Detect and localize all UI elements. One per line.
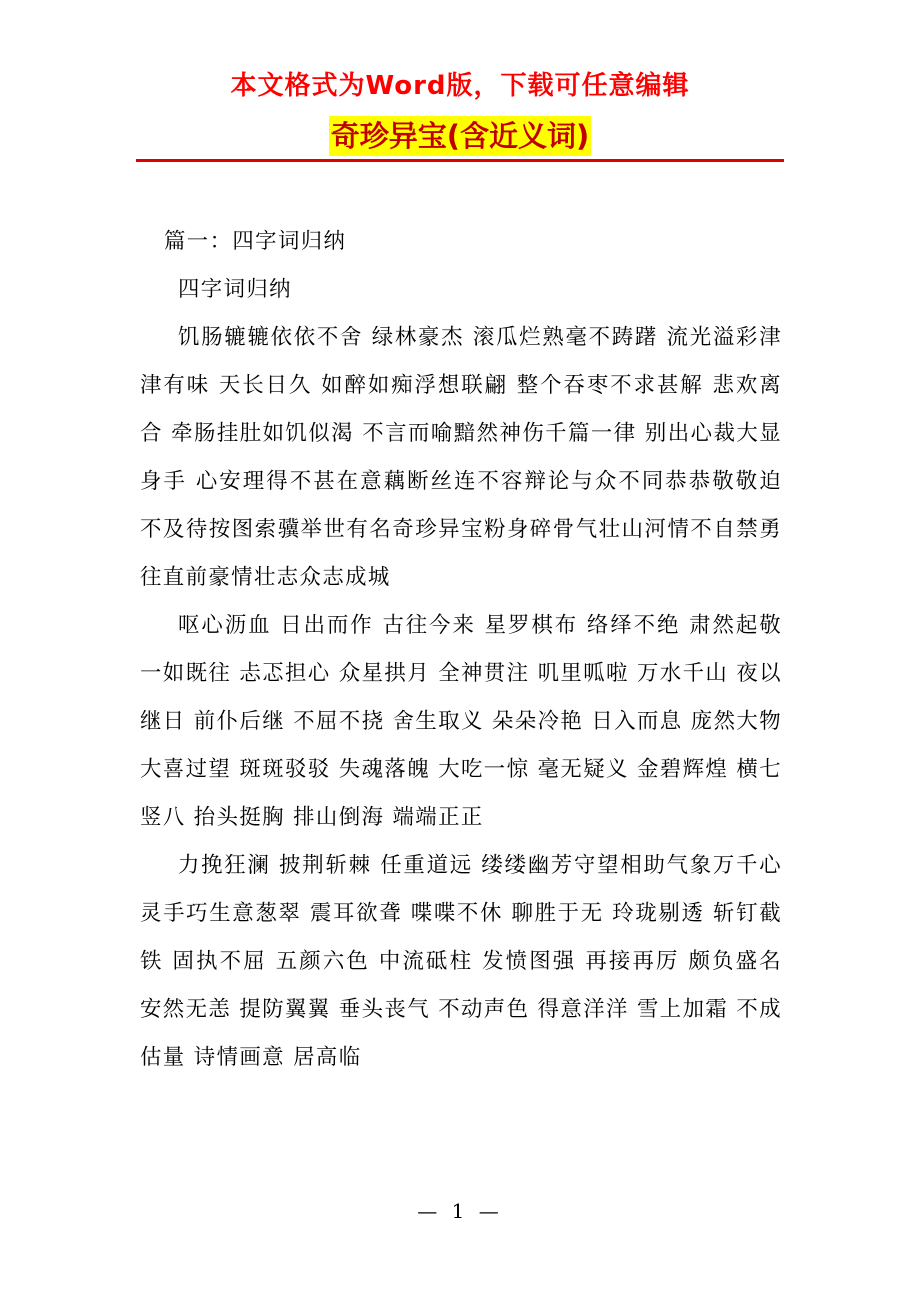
word-list-paragraph: 力挽狂澜 披荆斩棘 任重道远 缕缕幽芳守望相助气象万千心灵手巧生意葱翠 震耳欲聋 喋喋不休 聊胜于无 玲珑剔透 斩钉截铁 固执不屈 五颜六色 中流砥柱 发愤图强 再接再厉 颇负盛名 安然无恙 提防翼翼 垂头丧气 不动声色 得意洋洋 雪上加霜 不成估量 诗情画意 居高临: [140, 853, 782, 1070]
download-banner: 本文格式为Word版，下载可任意编辑: [230, 71, 690, 101]
document-title: 奇珍异宝(含近义词): [329, 116, 592, 156]
word-list-paragraph: 饥肠辘辘依依不舍 绿林豪杰 滚瓜烂熟毫不踌躇 流光溢彩津津有味 天长日久 如醉如痴浮想联翩 整个吞枣不求甚解 悲欢离合 牵肠挂肚如饥似渴 不言而喻黯然神伤千篇一律 别出心裁大显身手 心安理得不甚在意藕断丝连不容辩论与众不同恭恭敬敬迫不及待按图索骥举世有名奇珍异宝粉身碎骨气壮山河情不自禁勇往直前豪情壮志众志成城: [140, 325, 782, 590]
document-body: [140, 218, 782, 1082]
title-divider: [136, 159, 784, 162]
title-wrap: [0, 116, 920, 156]
section-heading: 篇一：四字词归纳: [164, 229, 347, 254]
page-number: — 1 —: [417, 1199, 503, 1223]
word-list-paragraph: 呕心沥血 日出而作 古往今来 星罗棋布 络绎不绝 肃然起敬 一如既往 忐忑担心 众星拱月 全神贯注 叽里呱啦 万水千山 夜以继日 前仆后继 不屈不挠 舍生取义 朵朵冷艳 日入而息 庞然大物 大喜过望 斑斑驳驳 失魂落魄 大吃一惊 毫无疑义 金碧辉煌 横七竖八 抬头挺胸 排山倒海 端端正正: [140, 613, 782, 830]
subheading: 四字词归纳: [178, 277, 292, 302]
